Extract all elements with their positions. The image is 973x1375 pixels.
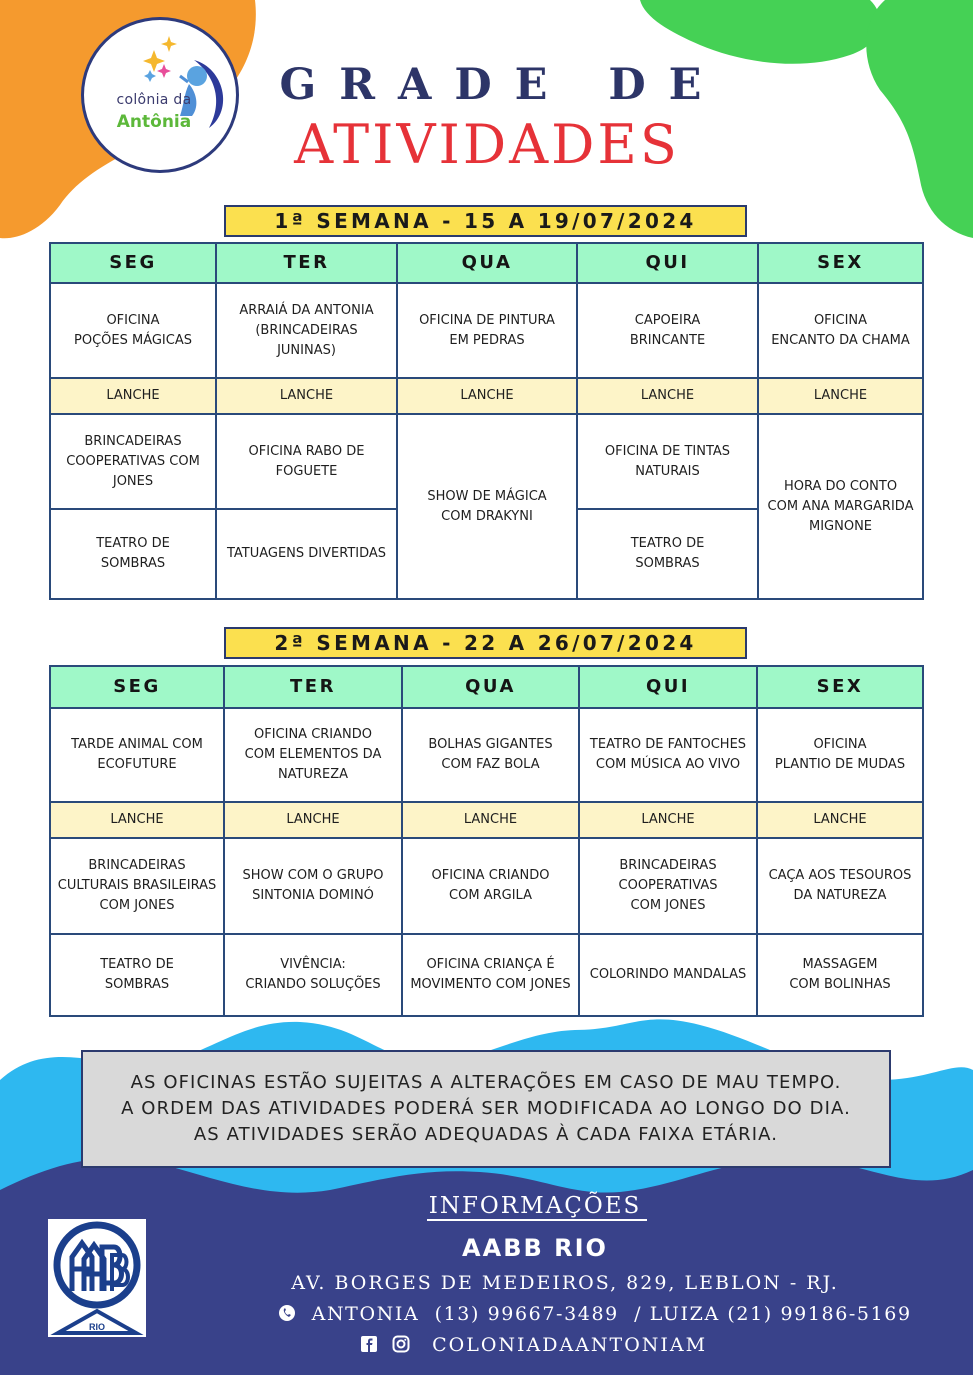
week1-lanche: LANCHE (577, 378, 758, 414)
week2-activity: OFICINA CRIANÇA É MOVIMENTO COM JONES (402, 934, 579, 1016)
week1-activity: OFICINA DE PINTURA EM PEDRAS (397, 283, 577, 378)
week2-day-sex: SEX (757, 666, 923, 708)
week2-activity: TARDE ANIMAL COM ECOFUTURE (50, 708, 224, 802)
instagram-icon[interactable] (392, 1335, 410, 1358)
week1-day-sex: SEX (758, 243, 923, 283)
colonia-logo (81, 17, 239, 173)
info-phone-row (278, 1303, 912, 1327)
facebook-icon[interactable] (360, 1335, 378, 1358)
week1-activity: TEATRO DE SOMBRAS (577, 509, 758, 599)
week2-day-ter: TER (224, 666, 402, 708)
title-line1: GRADE DE (279, 60, 725, 110)
week1-activity: OFICINA RABO DE FOGUETE (216, 414, 397, 509)
week2-activity: MASSAGEM COM BOLINHAS (757, 934, 923, 1016)
week1-day-qua: QUA (397, 243, 577, 283)
week1-schedule-table (49, 242, 924, 600)
week2-lanche: LANCHE (224, 802, 402, 838)
week2-activity: SHOW COM O GRUPO SINTONIA DOMINÓ (224, 838, 402, 934)
title-line2: ATIVIDADES (294, 113, 680, 176)
week2-activity: OFICINA CRIANDO COM ELEMENTOS DA NATUREZA (224, 708, 402, 802)
week1-lanche: LANCHE (50, 378, 216, 414)
week2-lanche: LANCHE (579, 802, 757, 838)
week2-activity: BRINCADEIRAS CULTURAIS BRASILEIRAS COM JONES (50, 838, 224, 934)
week2-day-qua: QUA (402, 666, 579, 708)
week2-activity: VIVÊNCIA: CRIANDO SOLUÇÕES (224, 934, 402, 1016)
week2-activity: COLORINDO MANDALAS (579, 934, 757, 1016)
week2-activity: TEATRO DE FANTOCHES COM MÚSICA AO VIVO (579, 708, 757, 802)
week1-activity: OFICINA DE TINTAS NATURAIS (577, 414, 758, 509)
info-phones: ANTONIA (13) 99667-3489 / LUIZA (21) 99186-5169 (311, 1303, 912, 1325)
week1-lanche: LANCHE (216, 378, 397, 414)
week2-activity: BOLHAS GIGANTES COM FAZ BOLA (402, 708, 579, 802)
week2-day-qui: QUI (579, 666, 757, 708)
info-heading-underline (427, 1219, 647, 1221)
week1-activity: HORA DO CONTO COM ANA MARGARIDA MIGNONE (758, 414, 923, 599)
info-address: AV. BORGES DE MEDEIROS, 829, LEBLON - RJ. (291, 1272, 839, 1294)
week1-activity: CAPOEIRA BRINCANTE (577, 283, 758, 378)
week1-day-ter: TER (216, 243, 397, 283)
week2-activity: BRINCADEIRAS COOPERATIVAS COM JONES (579, 838, 757, 934)
week2-day-seg: SEG (50, 666, 224, 708)
aabb-logo-text: RIO (88, 1322, 106, 1332)
week2-activity: TEATRO DE SOMBRAS (50, 934, 224, 1016)
week2-activity: CAÇA AOS TESOUROS DA NATUREZA (757, 838, 923, 934)
week1-activity: ARRAIÁ DA ANTONIA (BRINCADEIRAS JUNINAS) (216, 283, 397, 378)
week2-lanche: LANCHE (50, 802, 224, 838)
week1-activity: TATUAGENS DIVERTIDAS (216, 509, 397, 599)
week2-lanche: LANCHE (757, 802, 923, 838)
week1-activity: SHOW DE MÁGICA COM DRAKYNI (397, 414, 577, 599)
info-name: AABB RIO (462, 1234, 608, 1262)
week2-activity: OFICINA PLANTIO DE MUDAS (757, 708, 923, 802)
logo-text-line2: Antônia (116, 112, 192, 132)
week1-activity: BRINCADEIRAS COOPERATIVAS COM JONES (50, 414, 216, 509)
notice-box (81, 1050, 891, 1168)
info-social-handle: COLONIADAANTONIAM (432, 1334, 708, 1356)
week1-day-qui: QUI (577, 243, 758, 283)
logo-text-line1: colônia da (116, 92, 192, 108)
week1-lanche: LANCHE (397, 378, 577, 414)
week1-lanche: LANCHE (758, 378, 923, 414)
week1-label: 1ª SEMANA - 15 A 19/07/2024 (224, 205, 747, 237)
whatsapp-icon (278, 1304, 296, 1327)
week2-activity: OFICINA CRIANDO COM ARGILA (402, 838, 579, 934)
week2-label: 2ª SEMANA - 22 A 26/07/2024 (224, 627, 747, 659)
info-social-row (360, 1334, 760, 1358)
info-heading: INFORMAÇÕES (428, 1193, 642, 1219)
aabb-rio-logo (48, 1219, 146, 1337)
notice-line: A ORDEM DAS ATIVIDADES PODERÁ SER MODIFICADA AO LONGO DO DIA. (121, 1098, 851, 1119)
notice-line: AS ATIVIDADES SERÃO ADEQUADAS À CADA FAIXA ETÁRIA. (193, 1124, 779, 1145)
week2-lanche: LANCHE (402, 802, 579, 838)
week1-activity: OFICINA ENCANTO DA CHAMA (758, 283, 923, 378)
week1-activity: TEATRO DE SOMBRAS (50, 509, 216, 599)
week1-day-seg: SEG (50, 243, 216, 283)
notice-line: AS OFICINAS ESTÃO SUJEITAS A ALTERAÇÕES EM CASO DE MAU TEMPO. (130, 1072, 842, 1093)
week2-schedule-table (49, 665, 924, 1017)
week1-activity: OFICINA POÇÕES MÁGICAS (50, 283, 216, 378)
